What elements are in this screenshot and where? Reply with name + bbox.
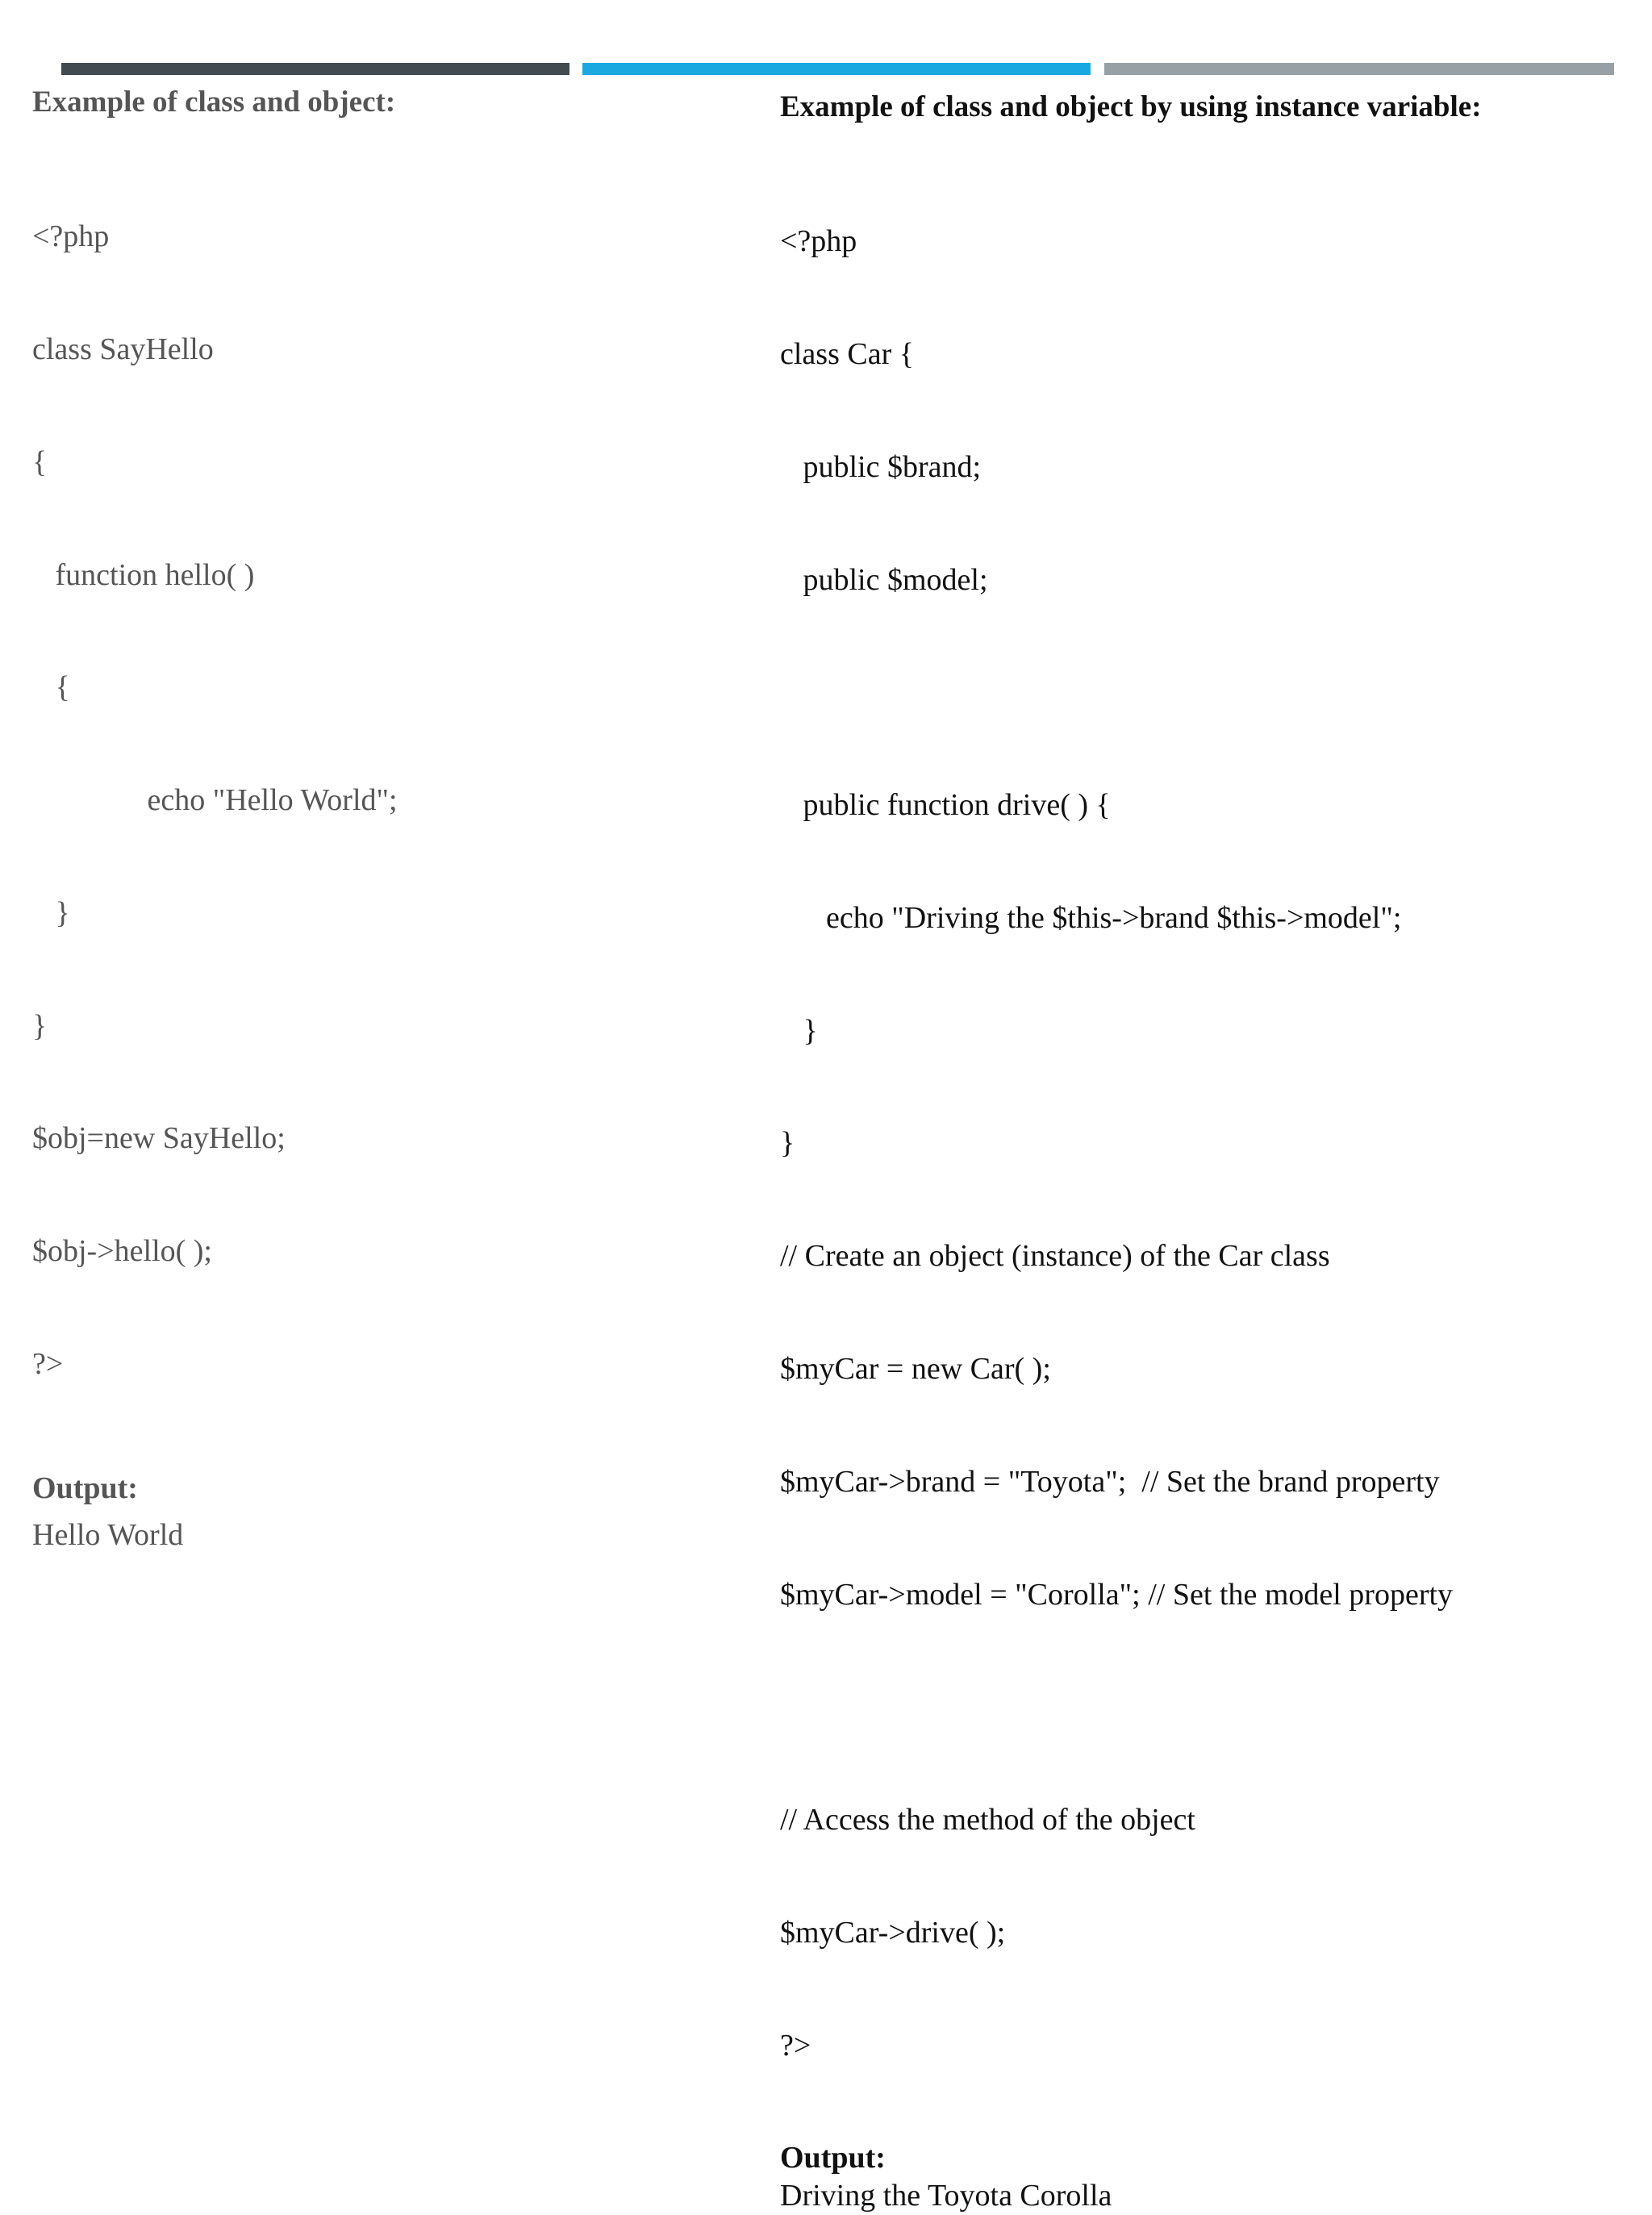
code-line: }: [32, 1008, 48, 1043]
right-output-value: Driving the Toyota Corolla: [780, 2179, 1112, 2213]
code-line: function hello( ): [32, 557, 255, 592]
right-example-panel: [780, 89, 1635, 2215]
code-line: class SayHello: [32, 332, 214, 366]
code-line: public $model;: [780, 562, 988, 597]
code-line: // Create an object (instance) of the Car class: [780, 1239, 1330, 1274]
code-line: $obj=new SayHello;: [32, 1121, 286, 1156]
code-line: }: [780, 1126, 795, 1161]
code-line: public function drive( ) {: [780, 788, 1111, 823]
right-code-block: [780, 148, 1635, 2139]
header-bar-dark: [61, 63, 569, 75]
code-line: {: [32, 444, 48, 479]
code-line-blank: [780, 674, 1635, 711]
code-line: {: [32, 670, 70, 705]
code-line: <?php: [32, 219, 110, 254]
header-bar-gray: [1104, 63, 1614, 75]
code-line: $myCar = new Car( );: [780, 1352, 1051, 1386]
code-line: // Access the method of the object: [780, 1803, 1195, 1837]
left-output-label: Output:: [32, 1470, 138, 1505]
left-code-block: [32, 143, 758, 1458]
code-line: echo "Driving the $this->brand $this->model";: [780, 900, 1402, 935]
code-line: $myCar->drive( );: [780, 1915, 1006, 1950]
code-line: <?php: [780, 224, 857, 259]
code-line: }: [32, 895, 70, 930]
code-line: $myCar->brand = "Toyota"; // Set the brand property: [780, 1464, 1440, 1499]
left-example-panel: [32, 84, 758, 1554]
left-output-value: Hello World: [32, 1517, 184, 1552]
left-heading: Example of class and object:: [32, 86, 396, 119]
code-line: ?>: [32, 1347, 64, 1381]
code-line: echo "Hello World";: [32, 783, 398, 818]
code-line-blank: [780, 1688, 1635, 1726]
code-line: }: [780, 1013, 818, 1048]
header-bar-blue: [582, 63, 1091, 75]
code-line: $myCar->model = "Corolla"; // Set the model property: [780, 1577, 1454, 1612]
code-line: public $brand;: [780, 449, 982, 484]
code-line: class Car {: [780, 336, 914, 371]
code-line: ?>: [780, 2028, 811, 2063]
right-heading: Example of class and object by using instance variable:: [780, 90, 1482, 123]
right-output-label: Output:: [780, 2141, 886, 2175]
code-line: $obj->hello( );: [32, 1234, 212, 1269]
